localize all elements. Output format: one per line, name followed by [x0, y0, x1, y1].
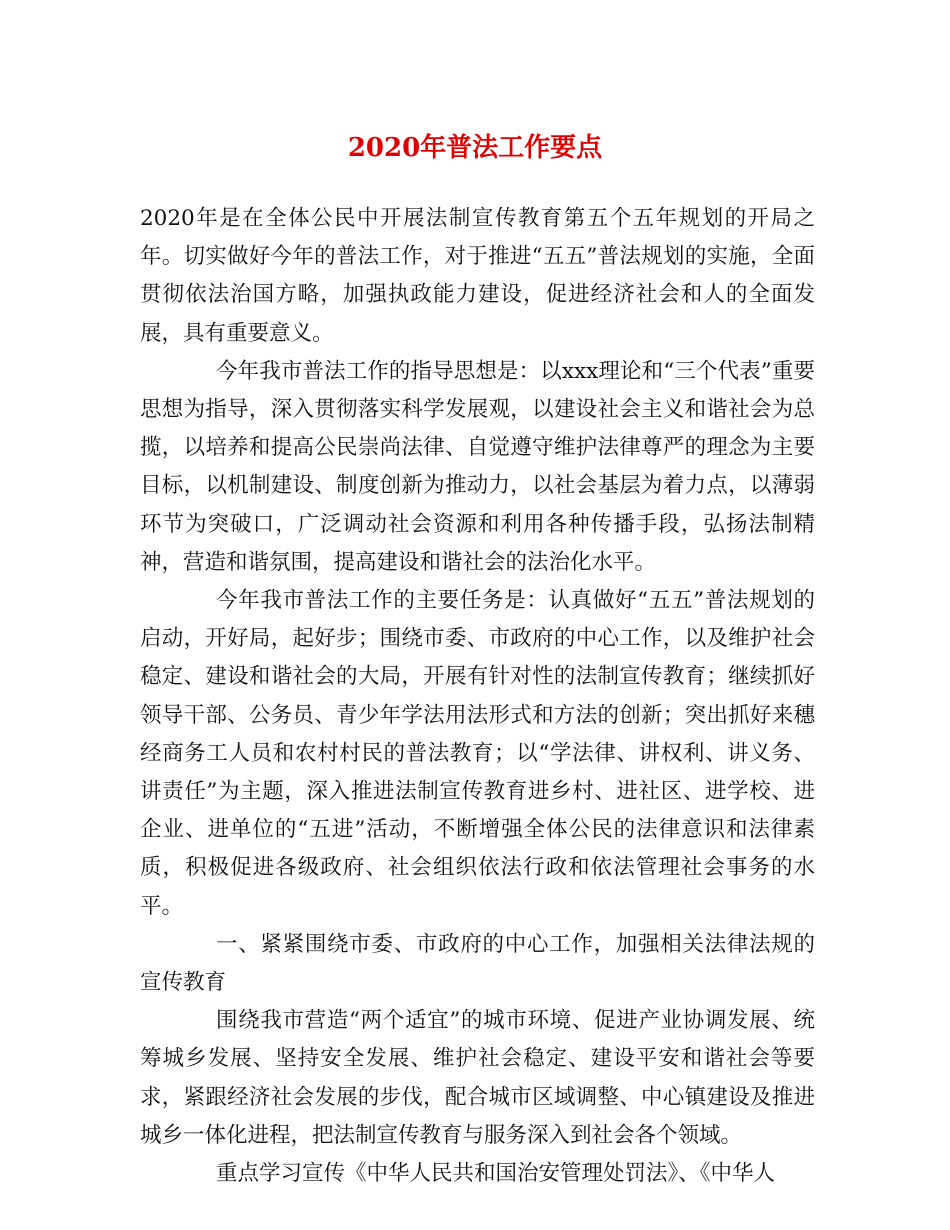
document-body: [140, 200, 815, 1193]
paragraph-guiding-thought: 今年我市普法工作的指导思想是：以xxx理论和“三个代表”重要思想为指导，深入贯彻落实科学发展观，以建设社会主义和谐社会为总揽，以培养和提高公民崇尚法律、自觉遵守维护法律尊严的理念为主要目标，以机制建设、制度创新为推动力，以社会基层为着力点，以薄弱环节为突破口，广泛调动社会资源和利用各种传播手段，弘扬法制精神，营造和谐氛围，提高建设和谐社会的法治化水平。: [140, 358, 815, 575]
paragraph-intro: 2020年是在全体公民中开展法制宣传教育第五个五年规划的开局之年。切实做好今年的普法工作，对于推进“五五”普法规划的实施，全面贯彻依法治国方略，加强执政能力建设，促进经济社会和人的全面发展，具有重要意义。: [140, 206, 815, 346]
paragraph-section-1: 围绕我市营造“两个适宜”的城市环境、促进产业协调发展、统筹城乡发展、坚持安全发展、维护社会稳定、建设平安和谐社会等要求，紧跟经济社会发展的步伐，配合城市区域调整、中心镇建设及推进城乡一体化进程，把法制宣传教育与服务深入到社会各个领域。: [140, 1008, 815, 1148]
section-heading-1: 一、紧紧围绕市委、市政府的中心工作，加强相关法律法规的宣传教育: [140, 931, 815, 996]
paragraph-key-laws: 重点学习宣传《中华人民共和国治安管理处罚法》、《中华人: [216, 1161, 776, 1187]
paragraph-main-tasks: 今年我市普法工作的主要任务是：认真做好“五五”普法规划的启动，开好局，起好步；围绕市委、市政府的中心工作，以及维护社会稳定、建设和谐社会的大局，开展有针对性的法制宣传教育；继续抓好领导干部、公务员、青少年学法用法形式和方法的创新；突出抓好来穗经商务工人员和农村村民的普法教育；以“学法律、讲权利、讲义务、讲责任”为主题，深入推进法制宣传教育进乡村、进社区、进学校、进企业、进单位的“五进”活动，不断增强全体公民的法律意识和法律素质，积极促进各级政府、社会组织依法行政和依法管理社会事务的水平。: [140, 588, 815, 919]
document-title: 2020年普法工作要点: [347, 133, 603, 163]
